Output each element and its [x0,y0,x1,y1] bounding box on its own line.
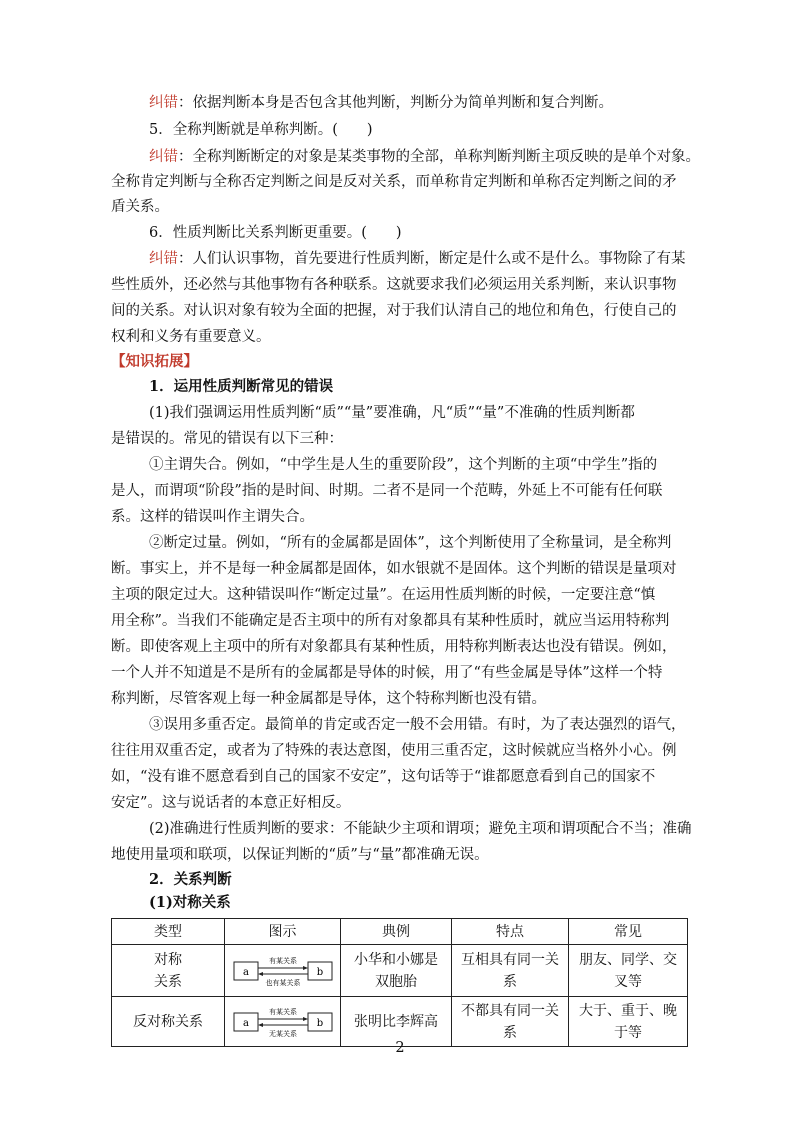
node-b-label: b [316,966,323,978]
paragraph-line: (2)准确进行性质判断的要求：不能缺少主项和谓项；避免主项和谓项配合不当；准确 [149,821,692,837]
node-a-label: a [242,966,249,978]
type-cell: 反对称关系 [112,997,225,1047]
paragraph-line: 称判断，尽管客观上每一种金属都是导体，这个特称判断也没有错。 [111,691,546,707]
feature-cell: 互相具有同一关系 [452,945,569,997]
common-cell [569,945,688,997]
arrowhead-backward [258,972,263,976]
arrow-label-bottom: 无某关系 [268,1029,297,1038]
paragraph-line: 是错误的。常见的错误有以下三种： [111,431,343,447]
paragraph-line: ①主谓失合。例如，“中学生是人生的重要阶段”，这个判断的主项“中学生”指的 [149,457,658,473]
symmetric-relation-diagram [233,954,333,988]
relation-table [111,918,688,1047]
cell-text: 对称 [154,951,182,968]
diagram-cell [225,945,341,997]
question-5: 5．全称判断就是单称判断。( ) [149,122,373,138]
table-row [112,997,688,1047]
text-run: ：全称判断断定的对象是某类事物的全部，单称判断判断主项反映的是单个对象。 [178,149,700,165]
header-cell: 特点 [452,919,569,945]
header-cell: 常见 [569,919,688,945]
question-6: 6．性质判断比关系判断更重要。( ) [149,225,402,241]
arrowhead-forward [303,966,308,970]
paragraph-line: 地使用量项和联项，以保证判断的“质”与“量”都准确无误。 [111,847,489,863]
correction-line [149,147,700,167]
subheading: (1)对称关系 [149,894,231,911]
table-row [112,945,688,997]
arrow-label-top: 有某关系 [268,956,297,965]
paragraph-line: (1)我们强调运用性质判断“质”“量”要准确，凡“质”“量”不准确的性质判断都 [149,405,635,421]
feature-cell: 不都具有同一关系 [452,997,569,1047]
cell-text: 于等 [614,1024,642,1041]
correction-line [149,249,686,269]
text-run: ：人们认识事物，首先要进行性质判断，断定是什么或不是什么。事物除了有某 [178,251,686,267]
example-cell: 张明比李辉高 [341,997,452,1047]
node-a-label: a [242,1017,249,1029]
paragraph-line: 系。这样的错误叫作主谓失合。 [111,509,314,525]
cell-text: 双胞胎 [375,973,417,990]
paragraph-line: 是人，而谓项“阶段”指的是时间、时期。二者不是同一个范畴，外延上不可能有任何联 [111,483,663,499]
arrowhead-backward [258,1023,263,1027]
paragraph-line: ②断定过量。例如，“所有的金属都是固体”，这个判断使用了全称量词，是全称判 [149,535,672,551]
correction-label: 纠错 [149,95,178,111]
correction-label: 纠错 [149,251,178,267]
subheading: 1．运用性质判断常见的错误 [149,378,334,395]
cell-text: 朋友、同学、交 [579,951,677,968]
text-run: ：依据判断本身是否包含其他判断，判断分为简单判断和复合判断。 [178,95,613,111]
paragraph-line: ③误用多重否定。最简单的肯定或否定一般不会用错。有时，为了表达强烈的语气， [149,717,686,733]
header-cell: 类型 [112,919,225,945]
paragraph-line: 往往用双重否定，或者为了特殊的表达意图，使用三重否定，这时候就应当格外小心。例 [111,743,677,759]
arrow-label-top: 有某关系 [268,1007,297,1016]
diagram-cell [225,997,341,1047]
correction-line [149,93,613,113]
cell-text: 叉等 [614,973,642,990]
section-heading: 【知识拓展】 [111,353,198,370]
table-header-row [112,919,688,945]
paragraph-line: 断。事实上，并不是每一种金属都是固体，如水银就不是固体。这个判断的错误是量项对 [111,561,677,577]
correction-label: 纠错 [149,149,178,165]
antisymmetric-relation-diagram [233,1005,333,1039]
paragraph-line: 用全称”。当我们不能确定是否主项中的所有对象都具有某种性质时，就应当运用特称判 [111,613,670,629]
cell-text: 关系 [154,973,182,990]
paragraph-line: 如，“没有谁不愿意看到自己的国家不安定”，这句话等于“谁都愿意看到自己的国家不 [111,769,656,785]
header-cell: 典例 [341,919,452,945]
subheading: 2．关系判断 [149,871,232,888]
example-cell [341,945,452,997]
paragraph-line: 权利和义务有重要意义。 [111,329,271,345]
paragraph-line: 全称肯定判断与全称否定判断之间是反对关系，而单称肯定判断和单称否定判断之间的矛 [111,174,677,190]
paragraph-line: 断。即使客观上主项中的所有对象都具有某种性质，用特称判断表达也没有错误。例如， [111,639,677,655]
paragraph-line: 间的关系。对认识对象有较为全面的把握，对于我们认清自己的地位和角色，行使自己的 [111,303,677,319]
cell-text: 小华和小娜是 [354,951,438,968]
paragraph-line: 安定”。这与说话者的本意正好相反。 [111,795,351,811]
paragraph-line: 主项的限定过大。这种错误叫作“断定过量”。在运用性质判断的时候，一定要注意“慎 [111,587,656,603]
arrow-label-bottom: 也有某关系 [265,978,300,987]
type-cell [112,945,225,997]
paragraph-line: 些性质外，还必然与其他事物有各种联系。这就要求我们必须运用关系判断，来认识事物 [111,277,677,293]
header-cell: 图示 [225,919,341,945]
node-b-label: b [316,1017,323,1029]
paragraph-line: 盾关系。 [111,199,169,215]
arrowhead-forward [303,1017,308,1021]
common-cell [569,997,688,1047]
page-number: 2 [395,1040,405,1056]
paragraph-line: 一个人并不知道是不是所有的金属都是导体的时候，用了“有些金属是导体”这样一个特 [111,665,663,681]
cell-text: 大于、重于、晚 [579,1002,677,1019]
